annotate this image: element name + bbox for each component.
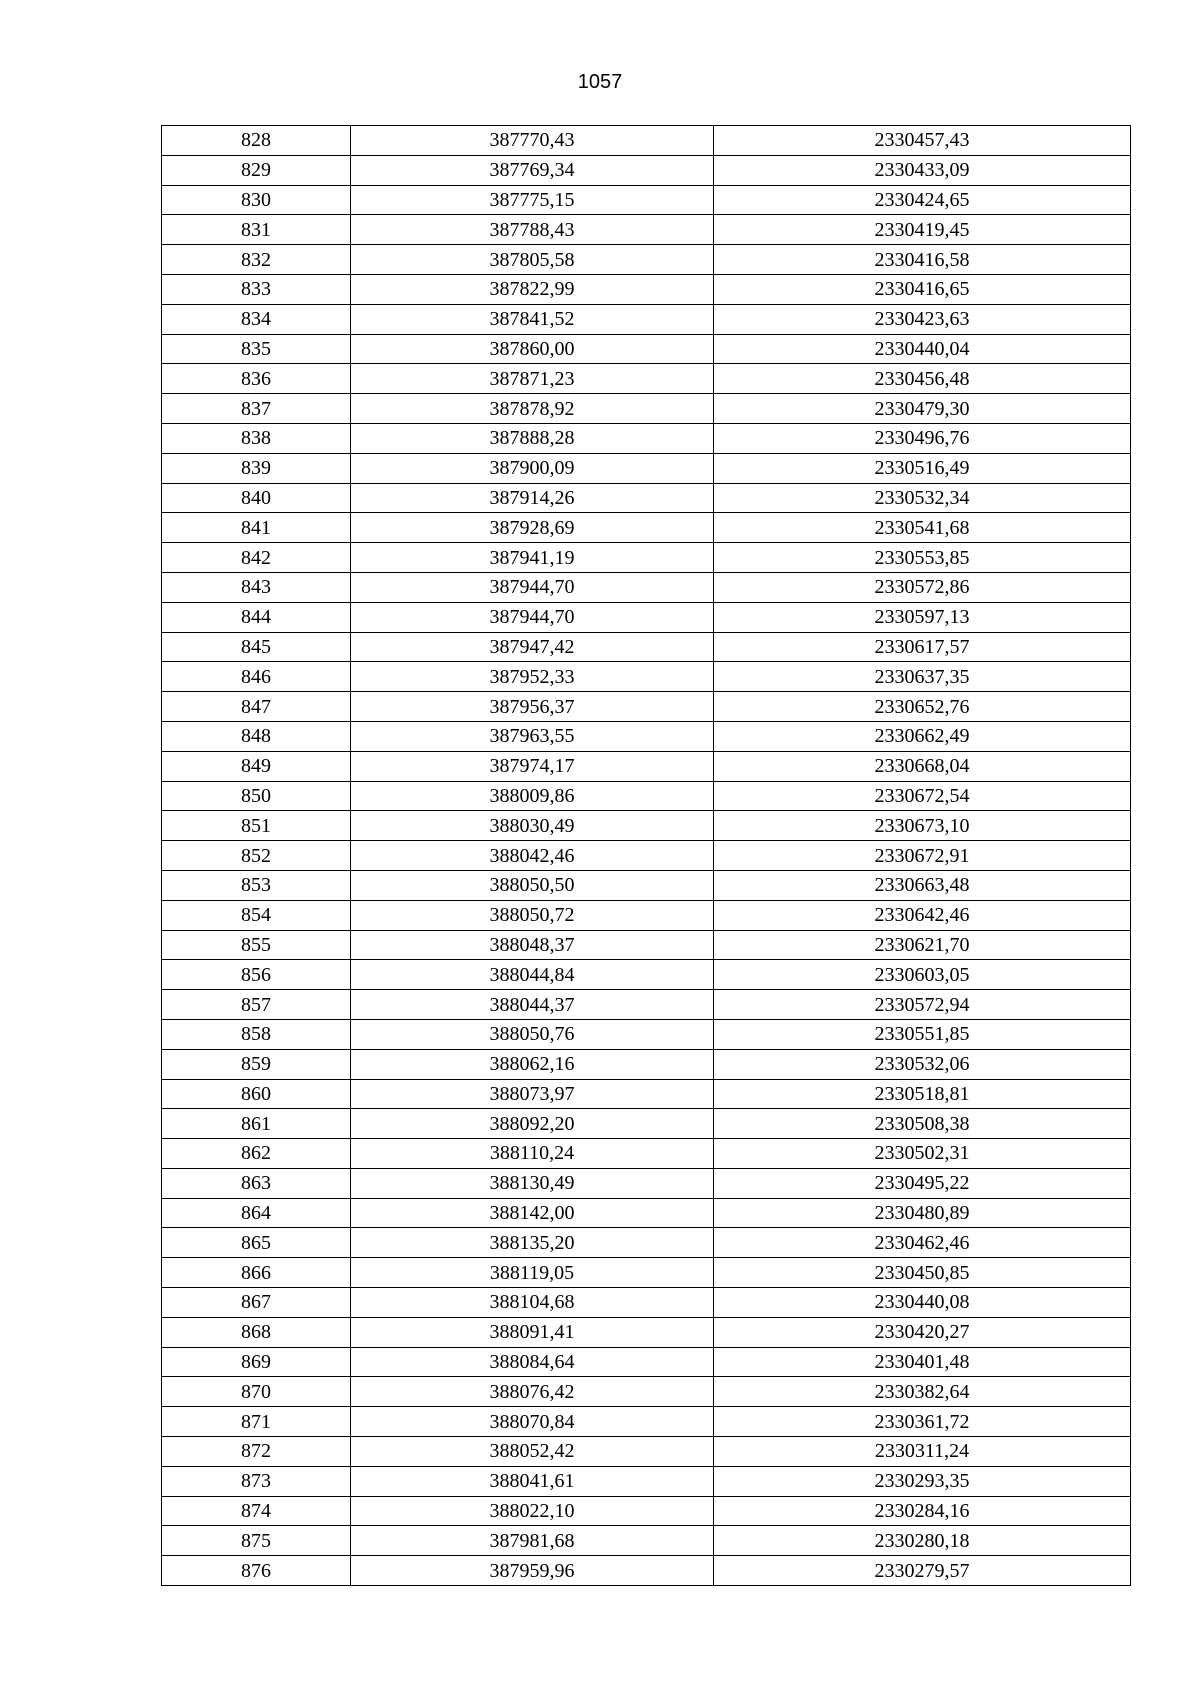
x-coordinate-cell: 387805,58 xyxy=(351,245,714,275)
table-row xyxy=(162,1526,1131,1556)
table-row xyxy=(162,453,1131,483)
x-coordinate-cell: 387775,15 xyxy=(351,185,714,215)
table-row xyxy=(162,602,1131,632)
table-row xyxy=(162,1466,1131,1496)
point-number-cell: 840 xyxy=(162,483,351,513)
y-coordinate-cell: 2330572,86 xyxy=(714,572,1131,602)
x-coordinate-cell: 388135,20 xyxy=(351,1228,714,1258)
table-row xyxy=(162,1198,1131,1228)
point-number-cell: 862 xyxy=(162,1139,351,1169)
y-coordinate-cell: 2330423,63 xyxy=(714,304,1131,334)
table-row xyxy=(162,513,1131,543)
x-coordinate-cell: 388130,49 xyxy=(351,1168,714,1198)
x-coordinate-cell: 387871,23 xyxy=(351,364,714,394)
point-number-cell: 843 xyxy=(162,572,351,602)
table-row xyxy=(162,1437,1131,1467)
table-row xyxy=(162,1049,1131,1079)
table-row xyxy=(162,1079,1131,1109)
x-coordinate-cell: 387963,55 xyxy=(351,721,714,751)
x-coordinate-cell: 387860,00 xyxy=(351,334,714,364)
page-number: 1057 xyxy=(577,71,623,93)
table-row xyxy=(162,1556,1131,1586)
y-coordinate-cell: 2330518,81 xyxy=(714,1079,1131,1109)
y-coordinate-cell: 2330456,48 xyxy=(714,364,1131,394)
y-coordinate-cell: 2330440,04 xyxy=(714,334,1131,364)
point-number-cell: 863 xyxy=(162,1168,351,1198)
point-number-cell: 842 xyxy=(162,543,351,573)
point-number-cell: 853 xyxy=(162,870,351,900)
point-number-cell: 844 xyxy=(162,602,351,632)
y-coordinate-cell: 2330433,09 xyxy=(714,155,1131,185)
point-number-cell: 835 xyxy=(162,334,351,364)
table-row xyxy=(162,155,1131,185)
x-coordinate-cell: 388110,24 xyxy=(351,1139,714,1169)
y-coordinate-cell: 2330495,22 xyxy=(714,1168,1131,1198)
table-row xyxy=(162,1317,1131,1347)
y-coordinate-cell: 2330293,35 xyxy=(714,1466,1131,1496)
point-number-cell: 839 xyxy=(162,453,351,483)
point-number-cell: 867 xyxy=(162,1288,351,1318)
table-row xyxy=(162,334,1131,364)
table-row xyxy=(162,185,1131,215)
table-row xyxy=(162,930,1131,960)
point-number-cell: 854 xyxy=(162,900,351,930)
y-coordinate-cell: 2330284,16 xyxy=(714,1496,1131,1526)
x-coordinate-cell: 388076,42 xyxy=(351,1377,714,1407)
table-row xyxy=(162,1139,1131,1169)
y-coordinate-cell: 2330642,46 xyxy=(714,900,1131,930)
point-number-cell: 858 xyxy=(162,1019,351,1049)
point-number-cell: 865 xyxy=(162,1228,351,1258)
y-coordinate-cell: 2330652,76 xyxy=(714,692,1131,722)
table-row xyxy=(162,572,1131,602)
x-coordinate-cell: 388044,84 xyxy=(351,960,714,990)
point-number-cell: 833 xyxy=(162,274,351,304)
table-row xyxy=(162,274,1131,304)
y-coordinate-cell: 2330502,31 xyxy=(714,1139,1131,1169)
point-number-cell: 834 xyxy=(162,304,351,334)
y-coordinate-cell: 2330280,18 xyxy=(714,1526,1131,1556)
table-row xyxy=(162,751,1131,781)
table-row xyxy=(162,1228,1131,1258)
table-row xyxy=(162,1377,1131,1407)
table-row xyxy=(162,394,1131,424)
x-coordinate-cell: 387947,42 xyxy=(351,632,714,662)
x-coordinate-cell: 387900,09 xyxy=(351,453,714,483)
point-number-cell: 855 xyxy=(162,930,351,960)
y-coordinate-cell: 2330279,57 xyxy=(714,1556,1131,1586)
x-coordinate-cell: 387952,33 xyxy=(351,662,714,692)
y-coordinate-cell: 2330311,24 xyxy=(714,1437,1131,1467)
point-number-cell: 847 xyxy=(162,692,351,722)
y-coordinate-cell: 2330440,08 xyxy=(714,1288,1131,1318)
table-row xyxy=(162,1407,1131,1437)
y-coordinate-cell: 2330516,49 xyxy=(714,453,1131,483)
y-coordinate-cell: 2330541,68 xyxy=(714,513,1131,543)
table-row xyxy=(162,781,1131,811)
y-coordinate-cell: 2330662,49 xyxy=(714,721,1131,751)
point-number-cell: 845 xyxy=(162,632,351,662)
table-row xyxy=(162,1258,1131,1288)
point-number-cell: 859 xyxy=(162,1049,351,1079)
point-number-cell: 828 xyxy=(162,126,351,156)
point-number-cell: 831 xyxy=(162,215,351,245)
point-number-cell: 873 xyxy=(162,1466,351,1496)
y-coordinate-cell: 2330551,85 xyxy=(714,1019,1131,1049)
y-coordinate-cell: 2330416,58 xyxy=(714,245,1131,275)
point-number-cell: 876 xyxy=(162,1556,351,1586)
point-number-cell: 829 xyxy=(162,155,351,185)
x-coordinate-cell: 387769,34 xyxy=(351,155,714,185)
x-coordinate-cell: 388041,61 xyxy=(351,1466,714,1496)
table-row xyxy=(162,960,1131,990)
y-coordinate-cell: 2330480,89 xyxy=(714,1198,1131,1228)
y-coordinate-cell: 2330672,91 xyxy=(714,841,1131,871)
x-coordinate-cell: 387944,70 xyxy=(351,572,714,602)
point-number-cell: 838 xyxy=(162,423,351,453)
table-row xyxy=(162,721,1131,751)
y-coordinate-cell: 2330424,65 xyxy=(714,185,1131,215)
point-number-cell: 849 xyxy=(162,751,351,781)
point-number-cell: 860 xyxy=(162,1079,351,1109)
x-coordinate-cell: 387956,37 xyxy=(351,692,714,722)
point-number-cell: 852 xyxy=(162,841,351,871)
y-coordinate-cell: 2330668,04 xyxy=(714,751,1131,781)
y-coordinate-cell: 2330419,45 xyxy=(714,215,1131,245)
y-coordinate-cell: 2330663,48 xyxy=(714,870,1131,900)
point-number-cell: 848 xyxy=(162,721,351,751)
table-row xyxy=(162,811,1131,841)
y-coordinate-cell: 2330532,06 xyxy=(714,1049,1131,1079)
x-coordinate-cell: 388044,37 xyxy=(351,990,714,1020)
x-coordinate-cell: 387770,43 xyxy=(351,126,714,156)
x-coordinate-cell: 387974,17 xyxy=(351,751,714,781)
x-coordinate-cell: 388091,41 xyxy=(351,1317,714,1347)
x-coordinate-cell: 387888,28 xyxy=(351,423,714,453)
point-number-cell: 870 xyxy=(162,1377,351,1407)
table-row xyxy=(162,245,1131,275)
table-row xyxy=(162,423,1131,453)
x-coordinate-cell: 388084,64 xyxy=(351,1347,714,1377)
y-coordinate-cell: 2330532,34 xyxy=(714,483,1131,513)
x-coordinate-cell: 387878,92 xyxy=(351,394,714,424)
y-coordinate-cell: 2330457,43 xyxy=(714,126,1131,156)
x-coordinate-cell: 388119,05 xyxy=(351,1258,714,1288)
y-coordinate-cell: 2330673,10 xyxy=(714,811,1131,841)
table-row xyxy=(162,841,1131,871)
x-coordinate-cell: 388062,16 xyxy=(351,1049,714,1079)
x-coordinate-cell: 388092,20 xyxy=(351,1109,714,1139)
x-coordinate-cell: 387914,26 xyxy=(351,483,714,513)
table-row xyxy=(162,1168,1131,1198)
point-number-cell: 836 xyxy=(162,364,351,394)
y-coordinate-cell: 2330672,54 xyxy=(714,781,1131,811)
table-row xyxy=(162,1347,1131,1377)
x-coordinate-cell: 388142,00 xyxy=(351,1198,714,1228)
x-coordinate-cell: 388073,97 xyxy=(351,1079,714,1109)
y-coordinate-cell: 2330420,27 xyxy=(714,1317,1131,1347)
table-row xyxy=(162,662,1131,692)
coordinates-table-body xyxy=(162,126,1131,1586)
table-row xyxy=(162,1496,1131,1526)
y-coordinate-cell: 2330572,94 xyxy=(714,990,1131,1020)
table-row xyxy=(162,1019,1131,1049)
x-coordinate-cell: 388030,49 xyxy=(351,811,714,841)
point-number-cell: 872 xyxy=(162,1437,351,1467)
y-coordinate-cell: 2330416,65 xyxy=(714,274,1131,304)
point-number-cell: 857 xyxy=(162,990,351,1020)
table-row xyxy=(162,692,1131,722)
x-coordinate-cell: 387928,69 xyxy=(351,513,714,543)
x-coordinate-cell: 388022,10 xyxy=(351,1496,714,1526)
x-coordinate-cell: 387981,68 xyxy=(351,1526,714,1556)
table-row xyxy=(162,1288,1131,1318)
y-coordinate-cell: 2330496,76 xyxy=(714,423,1131,453)
point-number-cell: 832 xyxy=(162,245,351,275)
point-number-cell: 861 xyxy=(162,1109,351,1139)
table-row xyxy=(162,900,1131,930)
x-coordinate-cell: 387841,52 xyxy=(351,304,714,334)
x-coordinate-cell: 388050,76 xyxy=(351,1019,714,1049)
point-number-cell: 850 xyxy=(162,781,351,811)
point-number-cell: 869 xyxy=(162,1347,351,1377)
point-number-cell: 830 xyxy=(162,185,351,215)
x-coordinate-cell: 388042,46 xyxy=(351,841,714,871)
x-coordinate-cell: 388050,50 xyxy=(351,870,714,900)
table-row xyxy=(162,632,1131,662)
table-row xyxy=(162,543,1131,573)
point-number-cell: 874 xyxy=(162,1496,351,1526)
x-coordinate-cell: 388104,68 xyxy=(351,1288,714,1318)
point-number-cell: 868 xyxy=(162,1317,351,1347)
table-row xyxy=(162,990,1131,1020)
table-row xyxy=(162,364,1131,394)
y-coordinate-cell: 2330553,85 xyxy=(714,543,1131,573)
x-coordinate-cell: 387944,70 xyxy=(351,602,714,632)
y-coordinate-cell: 2330637,35 xyxy=(714,662,1131,692)
y-coordinate-cell: 2330462,46 xyxy=(714,1228,1131,1258)
point-number-cell: 841 xyxy=(162,513,351,543)
y-coordinate-cell: 2330617,57 xyxy=(714,632,1131,662)
x-coordinate-cell: 387822,99 xyxy=(351,274,714,304)
y-coordinate-cell: 2330450,85 xyxy=(714,1258,1131,1288)
y-coordinate-cell: 2330382,64 xyxy=(714,1377,1131,1407)
x-coordinate-cell: 388070,84 xyxy=(351,1407,714,1437)
table-row xyxy=(162,870,1131,900)
point-number-cell: 871 xyxy=(162,1407,351,1437)
x-coordinate-cell: 387941,19 xyxy=(351,543,714,573)
y-coordinate-cell: 2330479,30 xyxy=(714,394,1131,424)
point-number-cell: 851 xyxy=(162,811,351,841)
y-coordinate-cell: 2330508,38 xyxy=(714,1109,1131,1139)
y-coordinate-cell: 2330603,05 xyxy=(714,960,1131,990)
point-number-cell: 875 xyxy=(162,1526,351,1556)
table-row xyxy=(162,1109,1131,1139)
point-number-cell: 856 xyxy=(162,960,351,990)
point-number-cell: 864 xyxy=(162,1198,351,1228)
x-coordinate-cell: 388052,42 xyxy=(351,1437,714,1467)
point-number-cell: 837 xyxy=(162,394,351,424)
table-row xyxy=(162,304,1131,334)
x-coordinate-cell: 387959,96 xyxy=(351,1556,714,1586)
table-row xyxy=(162,215,1131,245)
point-number-cell: 866 xyxy=(162,1258,351,1288)
y-coordinate-cell: 2330621,70 xyxy=(714,930,1131,960)
y-coordinate-cell: 2330361,72 xyxy=(714,1407,1131,1437)
table-row xyxy=(162,483,1131,513)
x-coordinate-cell: 388009,86 xyxy=(351,781,714,811)
x-coordinate-cell: 388050,72 xyxy=(351,900,714,930)
coordinates-table xyxy=(161,125,1131,1586)
point-number-cell: 846 xyxy=(162,662,351,692)
y-coordinate-cell: 2330597,13 xyxy=(714,602,1131,632)
table-row xyxy=(162,126,1131,156)
x-coordinate-cell: 388048,37 xyxy=(351,930,714,960)
x-coordinate-cell: 387788,43 xyxy=(351,215,714,245)
y-coordinate-cell: 2330401,48 xyxy=(714,1347,1131,1377)
